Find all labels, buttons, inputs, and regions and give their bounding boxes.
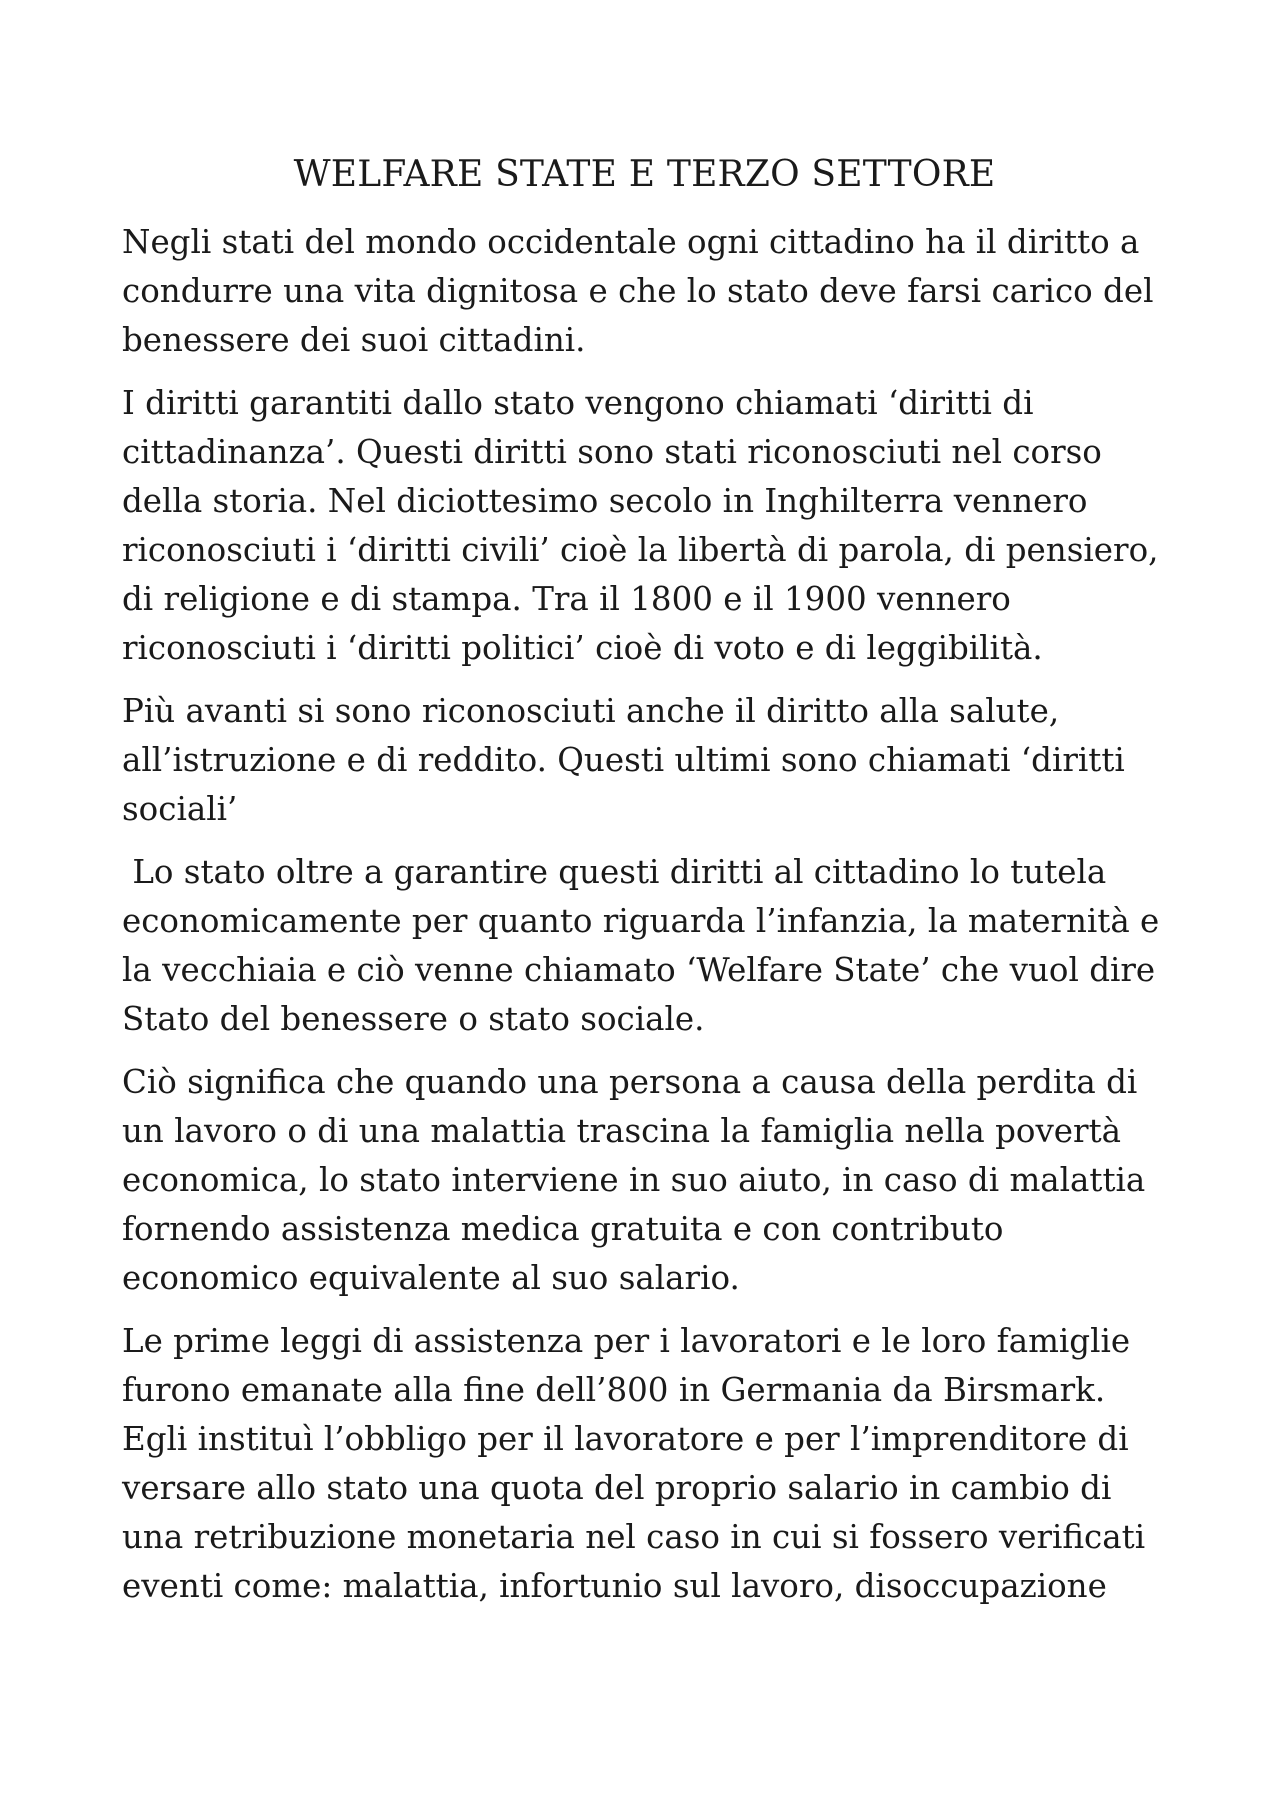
text-line: economicamente per quanto riguarda l’infanzia, la maternità e — [122, 902, 1160, 940]
text-line: Egli instituì l’obbligo per il lavoratore e per l’imprenditore di — [122, 1420, 1129, 1458]
text-line: fornendo assistenza medica gratuita e con contributo — [122, 1210, 1004, 1248]
text-line: condurre una vita dignitosa e che lo stato deve farsi carico del — [122, 272, 1154, 310]
document-title: WELFARE STATE E TERZO SETTORE — [293, 154, 996, 195]
text-line: eventi come: malattia, infortunio sul lavoro, disoccupazione — [122, 1567, 1107, 1605]
text-line: Le prime leggi di assistenza per i lavoratori e le loro famiglie — [122, 1322, 1131, 1360]
text-line: Stato del benessere o stato sociale. — [122, 1000, 705, 1038]
text-line: sociali’ — [122, 790, 238, 828]
text-line: della storia. Nel diciottesimo secolo in Inghilterra vennero — [122, 482, 1088, 520]
text-line: la vecchiaia e ciò venne chiamato ‘Welfare State’ che vuol dire — [122, 951, 1156, 989]
text-line: riconosciuti i ‘diritti civili’ cioè la libertà di parola, di pensiero, — [122, 531, 1159, 569]
text-line: un lavoro o di una malattia trascina la famiglia nella povertà — [122, 1112, 1122, 1150]
text-line: I diritti garantiti dallo stato vengono chiamati ‘diritti di — [122, 384, 1034, 422]
text-line: economica, lo stato interviene in suo aiuto, in caso di malattia — [122, 1161, 1146, 1199]
text-line: Lo stato oltre a garantire questi diritti al cittadino lo tutela — [122, 853, 1107, 891]
paragraph-3 — [122, 687, 1167, 834]
text-line: economico equivalente al suo salario. — [122, 1259, 740, 1297]
text-line: di religione e di stampa. Tra il 1800 e il 1900 vennero — [122, 580, 1011, 618]
paragraph-2 — [122, 379, 1167, 673]
text-line: cittadinanza’. Questi diritti sono stati riconosciuti nel corso — [122, 433, 1102, 471]
paragraph-5 — [122, 1058, 1167, 1303]
text-line: riconosciuti i ‘diritti politici’ cioè di voto e di leggibilità. — [122, 629, 1043, 667]
text-line: versare allo stato una quota del proprio salario in cambio di — [122, 1469, 1112, 1507]
document-body — [122, 150, 1167, 1625]
paragraph-4 — [122, 848, 1167, 1044]
text-line: furono emanate alla fine dell’800 in Germania da Birsmark. — [122, 1371, 1106, 1409]
text-line: benessere dei suoi cittadini. — [122, 321, 586, 359]
paragraph-1 — [122, 218, 1167, 365]
text-line: Più avanti si sono riconosciuti anche il diritto alla salute, — [122, 692, 1060, 730]
text-line: una retribuzione monetaria nel caso in cui si fossero verificati — [122, 1518, 1146, 1556]
text-line: all’istruzione e di reddito. Questi ultimi sono chiamati ‘diritti — [122, 741, 1125, 779]
text-line: Negli stati del mondo occidentale ogni cittadino ha il diritto a — [122, 223, 1140, 261]
paragraph-6 — [122, 1317, 1167, 1611]
text-line: Ciò significa che quando una persona a causa della perdita di — [122, 1063, 1138, 1101]
